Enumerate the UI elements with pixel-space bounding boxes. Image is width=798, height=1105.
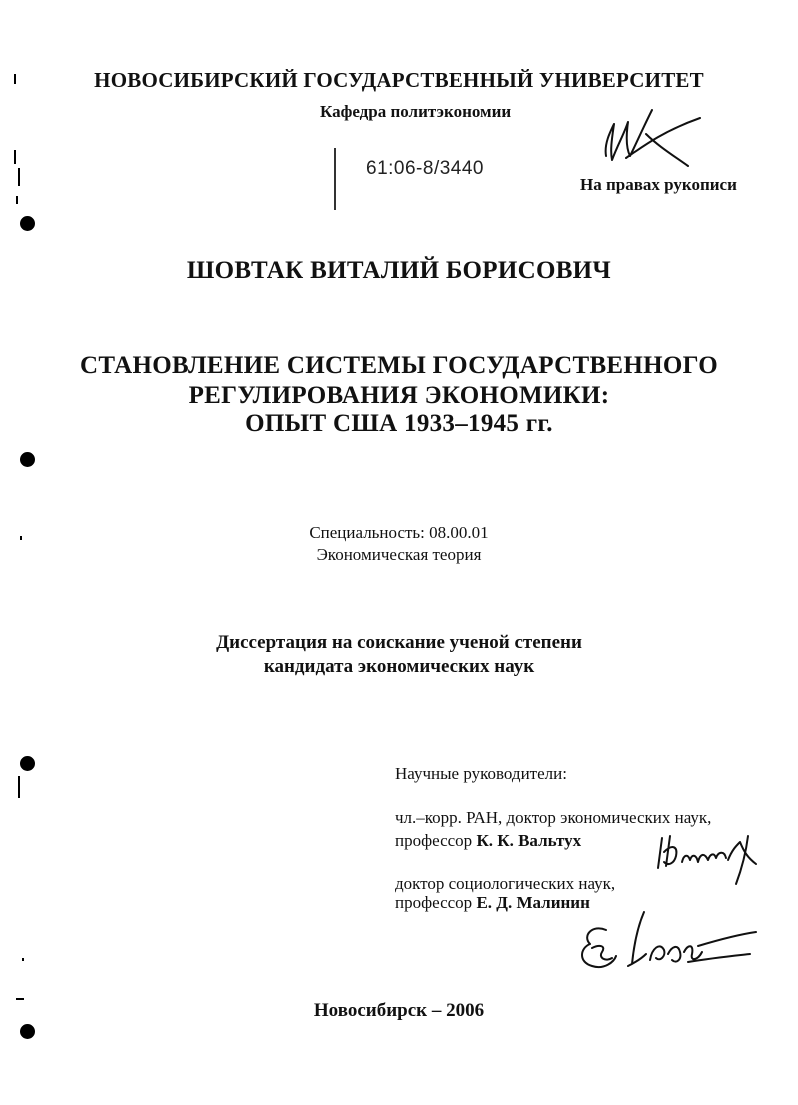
specialty-name: Экономическая теория <box>316 545 482 564</box>
manuscript-note: На правах рукописи <box>580 175 737 194</box>
specialty-code: 08.00.01 <box>429 523 489 542</box>
advisor-2-title: доктор социологических наук, <box>395 874 616 893</box>
advisor-1-name: К. К. Вальтух <box>476 831 582 850</box>
advisor-1-name-line <box>395 831 581 851</box>
dissertation-title-line-2: РЕГУЛИРОВАНИЯ ЭКОНОМИКИ: <box>188 382 610 409</box>
catalog-number: 61:06-8/3440 <box>366 158 484 179</box>
dissertation-title-line-3: ОПЫТ США 1933–1945 гг. <box>245 410 553 437</box>
university-name: НОВОСИБИРСКИЙ ГОСУДАРСТВЕННЫЙ УНИВЕРСИТЕТ <box>94 68 704 92</box>
binding-hole-1 <box>20 216 35 231</box>
advisors-heading: Научные руководители: <box>395 764 567 783</box>
margin-mark-4 <box>16 196 18 204</box>
margin-mark-8 <box>22 958 24 961</box>
advisor-1-signature-icon <box>652 822 762 890</box>
advisor-2-rank: профессор <box>395 893 473 912</box>
author-name: ШОВТАК ВИТАЛИЙ БОРИСОВИЧ <box>186 257 612 284</box>
margin-mark-6 <box>16 998 24 1000</box>
binding-hole-2 <box>20 452 35 467</box>
binding-hole-4 <box>20 1024 35 1039</box>
margin-mark-5 <box>18 776 20 798</box>
specialty-line <box>0 523 798 543</box>
margin-mark-1 <box>14 74 16 84</box>
department-name: Кафедра политэкономии <box>320 102 512 121</box>
specialty-label: Специальность: <box>309 523 425 542</box>
stamp-bar <box>334 148 336 210</box>
advisor-2-signature-icon <box>572 904 762 984</box>
approval-signature-icon <box>596 104 706 176</box>
advisor-1-title: чл.–корр. РАН, доктор экономических наук, <box>395 808 712 827</box>
degree-line-2: кандидата экономических наук <box>263 656 535 677</box>
advisor-1-rank: профессор <box>395 831 473 850</box>
advisor-2-name: Е. Д. Малинин <box>476 893 590 912</box>
degree-line-1: Диссертация на соискание ученой степени <box>216 632 582 653</box>
margin-mark-3 <box>18 168 20 186</box>
margin-mark-2 <box>14 150 16 164</box>
margin-mark-7 <box>20 536 22 540</box>
dissertation-title-line-1: СТАНОВЛЕНИЕ СИСТЕМЫ ГОСУДАРСТВЕННОГО <box>80 352 718 379</box>
city-year: Новосибирск – 2006 <box>313 1000 485 1021</box>
advisor-2-name-line <box>395 893 590 913</box>
binding-hole-3 <box>20 756 35 771</box>
